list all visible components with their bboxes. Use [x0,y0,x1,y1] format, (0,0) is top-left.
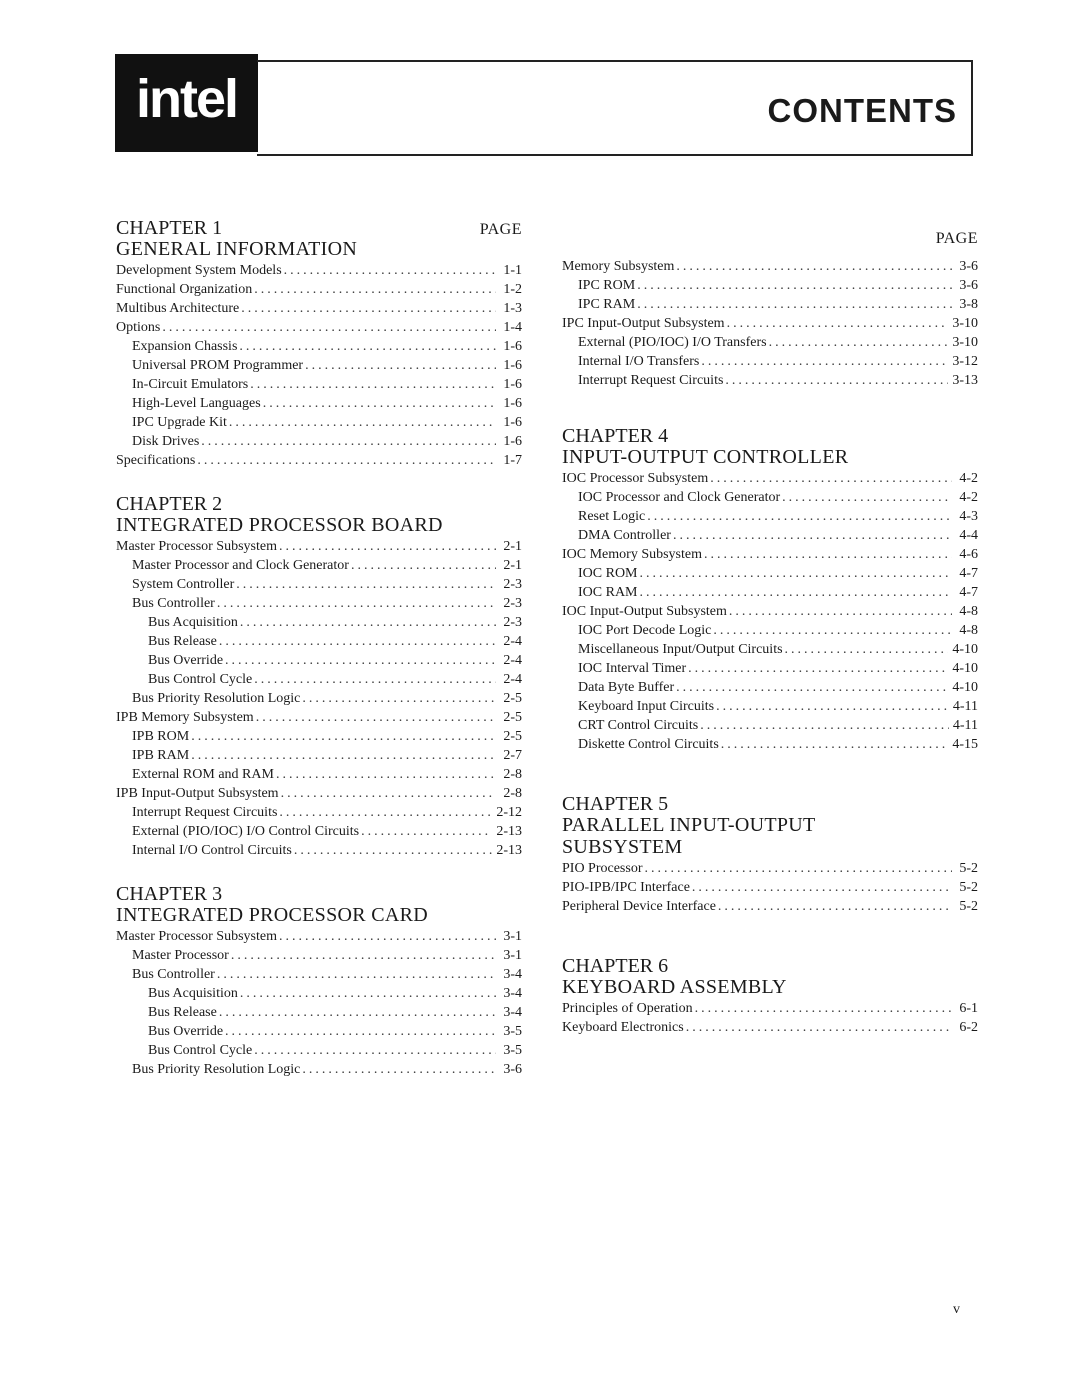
toc-entry-label: PIO Processor [562,861,643,876]
toc-left-column [116,218,522,1079]
dot-leader [721,735,949,754]
dot-leader [782,488,952,507]
toc-entry-label: Bus Controller [132,596,215,611]
toc-entry [116,632,522,651]
toc-entry-page: 6-2 [959,1020,978,1035]
toc-entry [562,314,978,333]
toc-entry-label: Memory Subsystem [562,259,675,274]
toc-entry-label: CRT Control Circuits [578,718,699,733]
toc-entry-page: 2-13 [496,824,522,839]
toc-entry-page: 2-13 [496,843,522,858]
toc-entry [562,333,978,352]
dot-leader [729,602,952,621]
toc-entry [116,413,522,432]
toc-entry-page: 3-5 [503,1024,522,1039]
toc-entry [562,859,978,878]
toc-entry-list [562,999,978,1037]
dot-leader [718,897,952,916]
dot-leader [217,965,496,984]
toc-entry-label: IPC Upgrade Kit [132,415,227,430]
toc-entry-label: Keyboard Input Circuits [578,699,715,714]
toc-entry-page: 5-2 [959,899,978,914]
toc-entry-label: Internal I/O Transfers [578,354,700,369]
dot-leader [640,564,952,583]
toc-entry-page: 3-10 [952,335,978,350]
toc-entry [116,984,522,1003]
dot-leader [640,583,952,602]
toc-entry [562,640,978,659]
toc-entry [562,999,978,1018]
dot-leader [225,651,496,670]
dot-leader [281,784,496,803]
toc-entry-label: Bus Release [148,634,217,649]
toc-entry-label: IOC ROM [578,566,638,581]
toc-entry-label: Master Processor Subsystem [116,929,277,944]
dot-leader [692,878,952,897]
toc-entry-page: 2-3 [503,615,522,630]
chapter-number: CHAPTER 2 [116,493,223,515]
dot-leader [284,261,496,280]
toc-entry-label: Functional Organization [116,282,253,297]
dot-leader [217,594,496,613]
dot-leader [701,352,948,371]
toc-entry-page: 1-6 [503,358,522,373]
toc-entry-page: 4-15 [952,737,978,752]
dot-leader [769,333,949,352]
page-column-label: PAGE [479,221,522,238]
chapter-title: KEYBOARD ASSEMBLY [562,976,787,998]
toc-entry [562,545,978,564]
toc-entry [562,878,978,897]
dot-leader [725,371,948,390]
toc-entry-label: IPB Input-Output Subsystem [116,786,279,801]
toc-entry-list [562,469,978,754]
toc-entry [116,822,522,841]
dot-leader [673,526,952,545]
toc-entry-label: Bus Override [148,1024,224,1039]
toc-entry [116,841,522,860]
toc-entry [116,689,522,708]
dot-leader [676,678,948,697]
toc-entry [562,469,978,488]
toc-entry-label: Development System Models [116,263,282,278]
toc-entry-label: IOC Processor and Clock Generator [578,490,781,505]
toc-entry-page: 1-1 [503,263,522,278]
toc-entry-page: 3-5 [503,1043,522,1058]
toc-entry-label: High-Level Languages [132,396,261,411]
toc-entry-page: 4-10 [952,661,978,676]
toc-entry-list [116,261,522,470]
toc-entry [116,765,522,784]
toc-entry-page: 3-6 [959,259,978,274]
chapter-3-continuation [562,257,978,390]
dot-leader [302,1060,496,1079]
toc-entry [562,716,978,735]
toc-entry-label: IOC Interval Timer [578,661,687,676]
toc-entry-page: 2-8 [503,786,522,801]
toc-entry-label: Diskette Control Circuits [578,737,719,752]
toc-entry-page: 2-5 [503,691,522,706]
dot-leader [279,803,492,822]
toc-entry-label: Disk Drives [132,434,200,449]
dot-leader [647,507,952,526]
toc-entry-label: IPC RAM [578,297,636,312]
toc-entry-label: Interrupt Request Circuits [132,805,278,820]
toc-entry [562,735,978,754]
toc-entry-label: IOC RAM [578,585,638,600]
toc-entry-page: 1-6 [503,396,522,411]
toc-entry [116,1060,522,1079]
page-column-label: PAGE [935,230,978,247]
toc-entry-page: 2-5 [503,729,522,744]
toc-entry-page: 1-3 [503,301,522,316]
toc-entry-list [116,927,522,1079]
toc-entry-page: 2-8 [503,767,522,782]
dot-leader [279,537,496,556]
chapter-title: INPUT-OUTPUT CONTROLLER [562,446,849,468]
toc-entry-label: IPC ROM [578,278,636,293]
toc-entry [562,897,978,916]
dot-leader [162,318,496,337]
toc-entry-page: 3-4 [503,986,522,1001]
dot-leader [256,708,496,727]
dot-leader [713,621,952,640]
dot-leader [254,670,496,689]
toc-entry-page: 1-6 [503,434,522,449]
toc-entry-page: 3-10 [952,316,978,331]
dot-leader [710,469,952,488]
toc-entry-label: Reset Logic [578,509,646,524]
toc-entry-page: 3-13 [952,373,978,388]
toc-entry-page: 2-5 [503,710,522,725]
toc-entry-label: Bus Priority Resolution Logic [132,691,301,706]
dot-leader [241,299,496,318]
toc-entry [116,613,522,632]
dot-leader [219,632,496,651]
toc-entry-page: 3-4 [503,967,522,982]
toc-entry-page: 2-3 [503,577,522,592]
toc-entry-page: 1-6 [503,339,522,354]
toc-entry [116,318,522,337]
toc-entry-label: Expansion Chassis [132,339,238,354]
toc-entry-label: Bus Override [148,653,224,668]
toc-entry [562,621,978,640]
toc-entry-page: 4-7 [959,585,978,600]
toc-entry-page: 4-3 [959,509,978,524]
toc-entry-label: Multibus Architecture [116,301,240,316]
dot-leader [236,575,496,594]
toc-entry [116,727,522,746]
dot-leader [688,659,948,678]
chapter-5 [562,794,978,916]
chapter-3 [116,884,522,1079]
toc-entry-page: 4-2 [959,471,978,486]
toc-entry-page: 3-6 [959,278,978,293]
toc-entry [562,371,978,390]
toc-entry-label: External ROM and RAM [132,767,274,782]
toc-entry-label: PIO-IPB/IPC Interface [562,880,690,895]
toc-entry-label: IOC Port Decode Logic [578,623,712,638]
dot-leader [302,689,496,708]
toc-entry [562,257,978,276]
dot-leader [695,999,952,1018]
toc-entry-page: 3-4 [503,1005,522,1020]
toc-entry-label: Specifications [116,453,196,468]
toc-entry [562,526,978,545]
toc-entry-label: IOC Memory Subsystem [562,547,702,562]
toc-entry [116,670,522,689]
toc-entry-page: 4-10 [952,680,978,695]
dot-leader [294,841,493,860]
toc-entry-page: 2-4 [503,634,522,649]
toc-entry-page: 1-6 [503,415,522,430]
toc-entry [116,337,522,356]
toc-entry [116,746,522,765]
chapter-number: CHAPTER 3 [116,883,223,905]
toc-entry-label: IOC Processor Subsystem [562,471,709,486]
chapter-1 [116,218,522,470]
toc-entry-page: 4-8 [959,604,978,619]
chapter-number: CHAPTER 4 [562,425,669,447]
toc-entry-label: Universal PROM Programmer [132,358,304,373]
page-folio: v [953,1302,960,1317]
toc-entry-label: Bus Control Cycle [148,1043,253,1058]
toc-entry [116,375,522,394]
toc-right-column [562,218,978,1037]
toc-entry-label: IPC Input-Output Subsystem [562,316,725,331]
toc-entry [116,946,522,965]
dot-leader [645,859,953,878]
dot-leader [197,451,496,470]
toc-entry-page: 4-11 [952,699,978,714]
dot-leader [191,746,496,765]
toc-entry-page: 2-4 [503,672,522,687]
toc-entry [562,276,978,295]
dot-leader [250,375,496,394]
toc-entry [116,927,522,946]
toc-entry-page: 5-2 [959,880,978,895]
toc-entry [116,1022,522,1041]
toc-entry-label: Data Byte Buffer [578,680,675,695]
toc-entry [116,1003,522,1022]
toc-entry-label: In-Circuit Emulators [132,377,249,392]
toc-entry-label: Options [116,320,161,335]
dot-leader [201,432,496,451]
toc-entry-page: 4-6 [959,547,978,562]
toc-entry-label: IOC Input-Output Subsystem [562,604,727,619]
dot-leader [727,314,949,333]
toc-entry-label: Miscellaneous Input/Output Circuits [578,642,783,657]
toc-entry-label: Peripheral Device Interface [562,899,716,914]
chapter-number: CHAPTER 1 [116,217,223,239]
toc-entry-page: 2-3 [503,596,522,611]
toc-entry-page: 6-1 [959,1001,978,1016]
toc-entry [116,537,522,556]
toc-entry-page: 2-7 [503,748,522,763]
toc-entry [116,299,522,318]
toc-entry-label: Master Processor and Clock Generator [132,558,349,573]
toc-entry-page: 4-8 [959,623,978,638]
toc-entry-page: 4-7 [959,566,978,581]
dot-leader [229,413,496,432]
toc-entry [116,651,522,670]
dot-leader [361,822,492,841]
toc-entry [116,261,522,280]
toc-entry [116,784,522,803]
toc-entry-label: Bus Controller [132,967,215,982]
toc-entry [116,451,522,470]
toc-entry [116,708,522,727]
toc-entry-label: External (PIO/IOC) I/O Control Circuits [132,824,360,839]
toc-entry-page: 4-4 [959,528,978,543]
toc-entry-page: 2-1 [503,539,522,554]
toc-entry-list [116,537,522,860]
chapter-title: GENERAL INFORMATION [116,238,358,260]
toc-entry [116,594,522,613]
toc-entry-page: 2-4 [503,653,522,668]
toc-entry [116,356,522,375]
toc-entry-page: 3-6 [503,1062,522,1077]
dot-leader [305,356,496,375]
toc-entry [116,432,522,451]
logo-underline [115,140,258,152]
toc-entry-label: IPB ROM [132,729,190,744]
toc-entry-label: Principles of Operation [562,1001,693,1016]
dot-leader [276,765,496,784]
page-title: CONTENTS [767,92,957,129]
chapter-title: PARALLEL INPUT-OUTPUT [562,814,816,836]
toc-entry-label: Bus Release [148,1005,217,1020]
toc-entry-page: 4-10 [952,642,978,657]
toc-entry-label: Master Processor [132,948,229,963]
toc-entry-label: Bus Priority Resolution Logic [132,1062,301,1077]
dot-leader [240,613,496,632]
toc-entry [562,678,978,697]
toc-entry-page: 1-6 [503,377,522,392]
toc-entry-page: 5-2 [959,861,978,876]
toc-entry [116,1041,522,1060]
dot-leader [263,394,496,413]
chapter-title: INTEGRATED PROCESSOR CARD [116,904,428,926]
dot-leader [637,295,952,314]
toc-entry [116,394,522,413]
chapter-2 [116,494,522,860]
chapter-6 [562,956,978,1037]
toc-entry-page: 4-11 [952,718,978,733]
toc-entry-page: 3-1 [503,948,522,963]
toc-entry-label: Master Processor Subsystem [116,539,277,554]
dot-leader [254,1041,496,1060]
dot-leader [225,1022,496,1041]
chapter-title: INTEGRATED PROCESSOR BOARD [116,514,443,536]
toc-entry-label: Bus Acquisition [148,615,238,630]
toc-entry-list [562,859,978,916]
toc-entry-page: 2-12 [496,805,522,820]
toc-entry [562,488,978,507]
toc-entry [562,507,978,526]
dot-leader [239,337,496,356]
dot-leader [231,946,496,965]
toc-entry-page: 1-4 [503,320,522,335]
toc-entry [116,280,522,299]
toc-entry-page: 3-12 [952,354,978,369]
dot-leader [716,697,949,716]
toc-entry [562,602,978,621]
toc-entry-label: IPB Memory Subsystem [116,710,254,725]
chapter-4 [562,426,978,754]
toc-entry [116,575,522,594]
toc-entry-page: 1-7 [503,453,522,468]
dot-leader [254,280,496,299]
toc-entry-page: 1-2 [503,282,522,297]
toc-entry-label: System Controller [132,577,235,592]
toc-entry [562,564,978,583]
toc-entry-page: 2-1 [503,558,522,573]
toc-entry [562,659,978,678]
toc-entry-page: 3-1 [503,929,522,944]
toc-entry-label: DMA Controller [578,528,671,543]
dot-leader [191,727,496,746]
dot-leader [240,984,496,1003]
toc-entry-label: Bus Acquisition [148,986,238,1001]
intel-logo [115,54,258,152]
dot-leader [785,640,949,659]
toc-entry-page: 4-2 [959,490,978,505]
toc-entry-label: External (PIO/IOC) I/O Transfers [578,335,767,350]
dot-leader [676,257,952,276]
dot-leader [279,927,496,946]
toc-entry-label: Interrupt Request Circuits [578,373,724,388]
dot-leader [686,1018,952,1037]
toc-entry [562,697,978,716]
intel-logo-text: intel [135,69,237,129]
chapter-number: CHAPTER 5 [562,793,669,815]
toc-entry-label: Bus Control Cycle [148,672,253,687]
dot-leader [351,556,496,575]
toc-entry [562,295,978,314]
title-box [257,60,973,156]
toc-entry [562,352,978,371]
toc-entry-page: 3-8 [959,297,978,312]
toc-entry [116,803,522,822]
dot-leader [637,276,952,295]
toc-entry-label: IPB RAM [132,748,190,763]
dot-leader [700,716,949,735]
chapter-number: CHAPTER 6 [562,955,669,977]
dot-leader [704,545,952,564]
dot-leader [219,1003,496,1022]
toc-entry [562,1018,978,1037]
chapter-title-line-2: SUBSYSTEM [562,836,683,858]
toc-entry [116,965,522,984]
toc-entry-label: Internal I/O Control Circuits [132,843,292,858]
toc-entry-label: Keyboard Electronics [562,1020,684,1035]
toc-entry [116,556,522,575]
toc-entry [562,583,978,602]
